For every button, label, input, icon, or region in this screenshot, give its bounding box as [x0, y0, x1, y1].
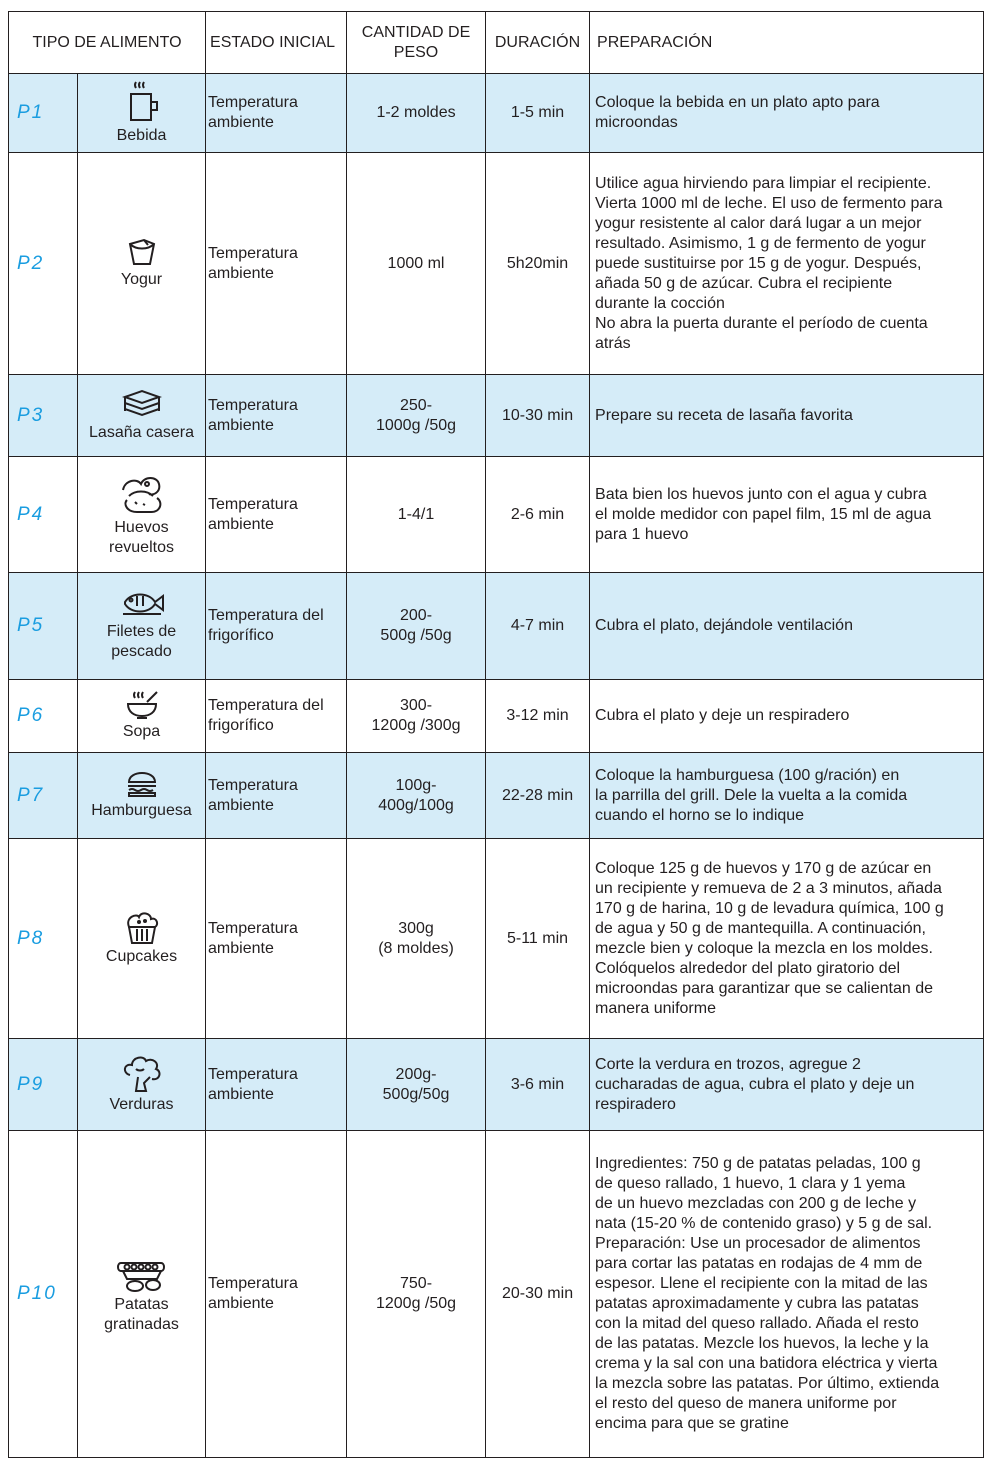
hamburger-icon [126, 771, 158, 799]
duration-value: 20-30 min [486, 1131, 590, 1458]
duration-value: 1-5 min [486, 74, 590, 153]
preparation-text: Bata bien los huevos junto con el agua y cubra el molde medidor con papel film, 15 ml de agua para 1 huevo [590, 457, 984, 573]
food-cell [78, 1131, 206, 1458]
food-cell [78, 1039, 206, 1131]
preparation-text: Corte la verdura en trozos, agregue 2 cucharadas de agua, cubra el plato y deje un respiradero [590, 1039, 984, 1131]
scrambled-eggs-icon [119, 472, 165, 516]
duration-value: 4-7 min [486, 573, 590, 680]
table-row-p6 [9, 680, 984, 753]
cupcake-icon [125, 911, 159, 945]
preparation-text: Coloque la bebida en un plato apto para microondas [590, 74, 984, 153]
weight-value: 300- 1200g /300g [347, 680, 486, 753]
weight-value: 200g- 500g/50g [347, 1039, 486, 1131]
food-label: Yogur [120, 270, 163, 288]
program-code: P9 [9, 1039, 78, 1131]
food-cell [78, 839, 206, 1039]
program-code: P5 [9, 573, 78, 680]
broccoli-icon [122, 1055, 162, 1093]
initial-state: Temperatura ambiente [206, 1039, 347, 1131]
initial-state: Temperatura del frigorífico [206, 573, 347, 680]
program-code: P2 [9, 153, 78, 375]
preparation-text: Ingredientes: 750 g de patatas peladas, 100 g de queso rallado, 1 huevo, 1 clara y 1 yema de un huevo mezcladas con 200 g de leche y nata (15-20 % de contenido graso) y 5 g de sal. Preparación: Use un procesador de alimentos para cortar las patatas en rodajas de 4 mm de espesor. Llene el recipiente con la mitad de las patatas aproximadamente y cubra las patatas con la mitad del queso rallado. Añada el resto de las patatas. Mezcle los huevos, la leche y la crema y la sal con una batidora eléctrica y vierta la mezcla sobre las patatas. Por último, extienda el resto del queso de manera uniforme por encima para que se gratine [590, 1131, 984, 1458]
food-cell [78, 375, 206, 457]
food-cell [78, 753, 206, 839]
program-code: P8 [9, 839, 78, 1039]
food-label: Huevos revueltos [109, 518, 174, 556]
food-cell [78, 74, 206, 153]
gratin-potatoes-icon [117, 1253, 167, 1293]
header-initial-state: ESTADO INICIAL [206, 12, 347, 74]
food-label: Sopa [122, 723, 161, 740]
initial-state: Temperatura ambiente [206, 839, 347, 1039]
initial-state: Temperatura ambiente [206, 153, 347, 375]
table-row-p8 [9, 839, 984, 1039]
food-label: Lasaña casera [89, 423, 194, 441]
program-code: P7 [9, 753, 78, 839]
duration-value: 5-11 min [486, 839, 590, 1039]
duration-value: 5h20min [486, 153, 590, 375]
food-label: Patatas gratinadas [104, 1296, 179, 1333]
preparation-text: Cubra el plato, dejándole ventilación [590, 573, 984, 680]
food-label: Hamburguesa [91, 801, 192, 819]
food-cell [78, 457, 206, 573]
table-row-p5 [9, 573, 984, 680]
header-food-type: TIPO DE ALIMENTO [9, 12, 206, 74]
preparation-text: Coloque 125 g de huevos y 170 g de azúcar en un recipiente y remueva de 2 a 3 minutos, añada 170 g de harina, 10 g de levadura química, 100 g de agua y 50 g de mantequilla. A continuación, mezcle bien y coloque la mezcla en los moldes. Colóquelos alrededor del plato giratorio del microondas para garantizar que se calientan de manera uniforme [590, 839, 984, 1039]
weight-value: 1000 ml [347, 153, 486, 375]
weight-value: 100g- 400g/100g [347, 753, 486, 839]
initial-state: Temperatura ambiente [206, 375, 347, 457]
table-row-p10 [9, 1131, 984, 1458]
preparation-text: Coloque la hamburguesa (100 g/ración) en la parrilla del grill. Dele la vuelta a la comida cuando el horno se lo indique [590, 753, 984, 839]
header-row [9, 12, 984, 74]
weight-value: 1-4/1 [347, 457, 486, 573]
food-label: Filetes de pescado [106, 623, 177, 660]
weight-value: 250- 1000g /50g [347, 375, 486, 457]
table-row-p2 [9, 153, 984, 375]
initial-state: Temperatura ambiente [206, 1131, 347, 1458]
preparation-text: Cubra el plato y deje un respiradero [590, 680, 984, 753]
food-cell [78, 573, 206, 680]
table-row-p4 [9, 457, 984, 573]
yogurt-icon [126, 238, 158, 268]
initial-state: Temperatura ambiente [206, 457, 347, 573]
fish-fillet-icon [119, 590, 165, 620]
preparation-text: Utilice agua hirviendo para limpiar el recipiente. Vierta 1000 ml de leche. El uso de fermento para yogur resistente al calor dará lugar a un mejor resultado. Asimismo, 1 g de fermento de yogur puede sustituirse por 15 g de yogur. Después, añada 50 g de azúcar. Cubra el recipiente durante la cocción No abra la puerta durante el período de cuenta atrás [590, 153, 984, 375]
preparation-text: Prepare su receta de lasaña favorita [590, 375, 984, 457]
table-row-p9 [9, 1039, 984, 1131]
initial-state: Temperatura ambiente [206, 753, 347, 839]
program-code: P4 [9, 457, 78, 573]
program-code: P1 [9, 74, 78, 153]
cup-icon [124, 80, 160, 124]
duration-value: 10-30 min [486, 375, 590, 457]
weight-value: 200- 500g /50g [347, 573, 486, 680]
table-row-p1 [9, 74, 984, 153]
soup-bowl-icon [125, 690, 159, 720]
table-row-p7 [9, 753, 984, 839]
header-duration: DURACIÓN [486, 12, 590, 74]
weight-value: 750- 1200g /50g [347, 1131, 486, 1458]
food-cell [78, 680, 206, 753]
food-cell [78, 153, 206, 375]
duration-value: 22-28 min [486, 753, 590, 839]
food-label: Bebida [116, 127, 167, 144]
initial-state: Temperatura ambiente [206, 74, 347, 153]
weight-value: 1-2 moldes [347, 74, 486, 153]
initial-state: Temperatura del frigorífico [206, 680, 347, 753]
table-row-p3 [9, 375, 984, 457]
weight-value: 300g (8 moldes) [347, 839, 486, 1039]
duration-value: 3-6 min [486, 1039, 590, 1131]
duration-value: 2-6 min [486, 457, 590, 573]
header-preparation: PREPARACIÓN [590, 12, 984, 74]
food-label: Cupcakes [105, 947, 178, 965]
duration-value: 3-12 min [486, 680, 590, 753]
program-code: P6 [9, 680, 78, 753]
header-weight: CANTIDAD DE PESO [347, 12, 486, 74]
lasagna-icon [121, 389, 163, 421]
program-code: P3 [9, 375, 78, 457]
program-code: P10 [9, 1131, 78, 1458]
cooking-programs-table [8, 11, 984, 1458]
food-label: Verduras [109, 1095, 174, 1113]
